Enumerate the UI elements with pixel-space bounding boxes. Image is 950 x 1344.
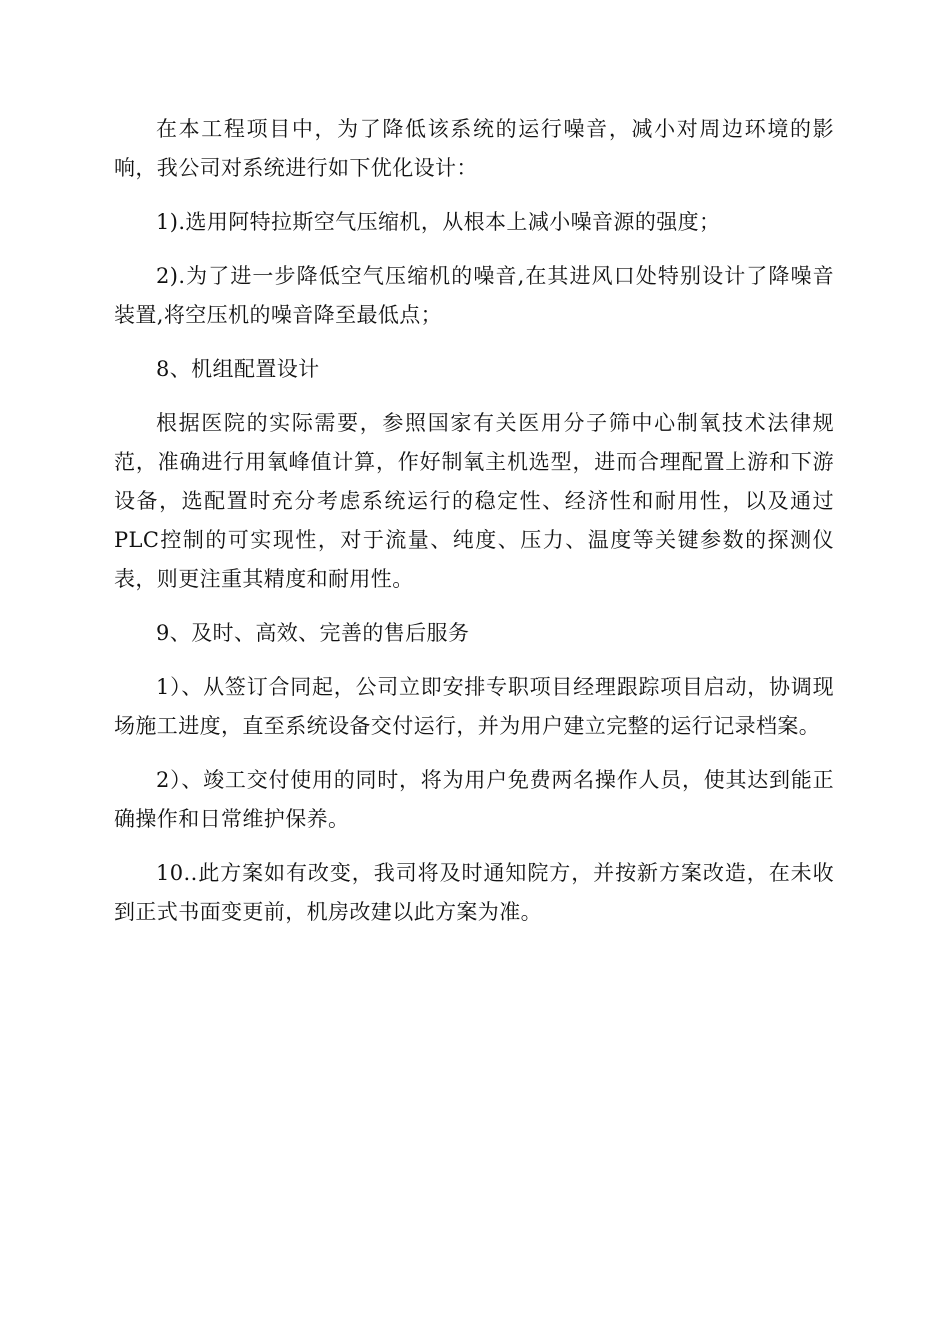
paragraph-noise-item-1: 1).选用阿特拉斯空气压缩机，从根本上减小噪音源的强度； — [156, 210, 721, 234]
paragraph-unit-configuration: 根据医院的实际需要，参照国家有关医用分子筛中心制氧技术法律规范，准确进行用氧峰值计算，作好制氧主机选型，进而合理配置上游和下游设备，选配置时充分考虑系统运行的稳定性、经济性和耐用性，以及通过PLC控制的可实现性，对于流量、纯度、压力、温度等关键参数的探测仪表，则更注重其精度和耐用性。 — [114, 411, 834, 591]
document-body — [114, 110, 834, 947]
paragraph-plan-change: 10..此方案如有改变，我司将及时通知院方，并按新方案改造，在未收到正式书面变更前，机房改建以此方案为准。 — [114, 861, 834, 924]
paragraph-after-sales-item-2: 2）、竣工交付使用的同时，将为用户免费两名操作人员，使其达到能正确操作和日常维护保养。 — [114, 768, 834, 831]
paragraph-after-sales-item-1: 1）、从签订合同起，公司立即安排专职项目经理跟踪项目启动，协调现场施工进度，直至系统设备交付运行，并为用户建立完整的运行记录档案。 — [114, 675, 834, 738]
paragraph-noise-item-2: 2).为了进一步降低空气压缩机的噪音,在其进风口处特别设计了降噪音装置,将空压机的噪音降至最低点； — [114, 264, 834, 327]
section-heading-after-sales: 9、及时、高效、完善的售后服务 — [156, 621, 470, 645]
section-heading-unit-configuration: 8、机组配置设计 — [156, 357, 320, 381]
paragraph-noise-intro: 在本工程项目中，为了降低该系统的运行噪音，减小对周边环境的影响，我公司对系统进行如下优化设计： — [114, 117, 834, 180]
